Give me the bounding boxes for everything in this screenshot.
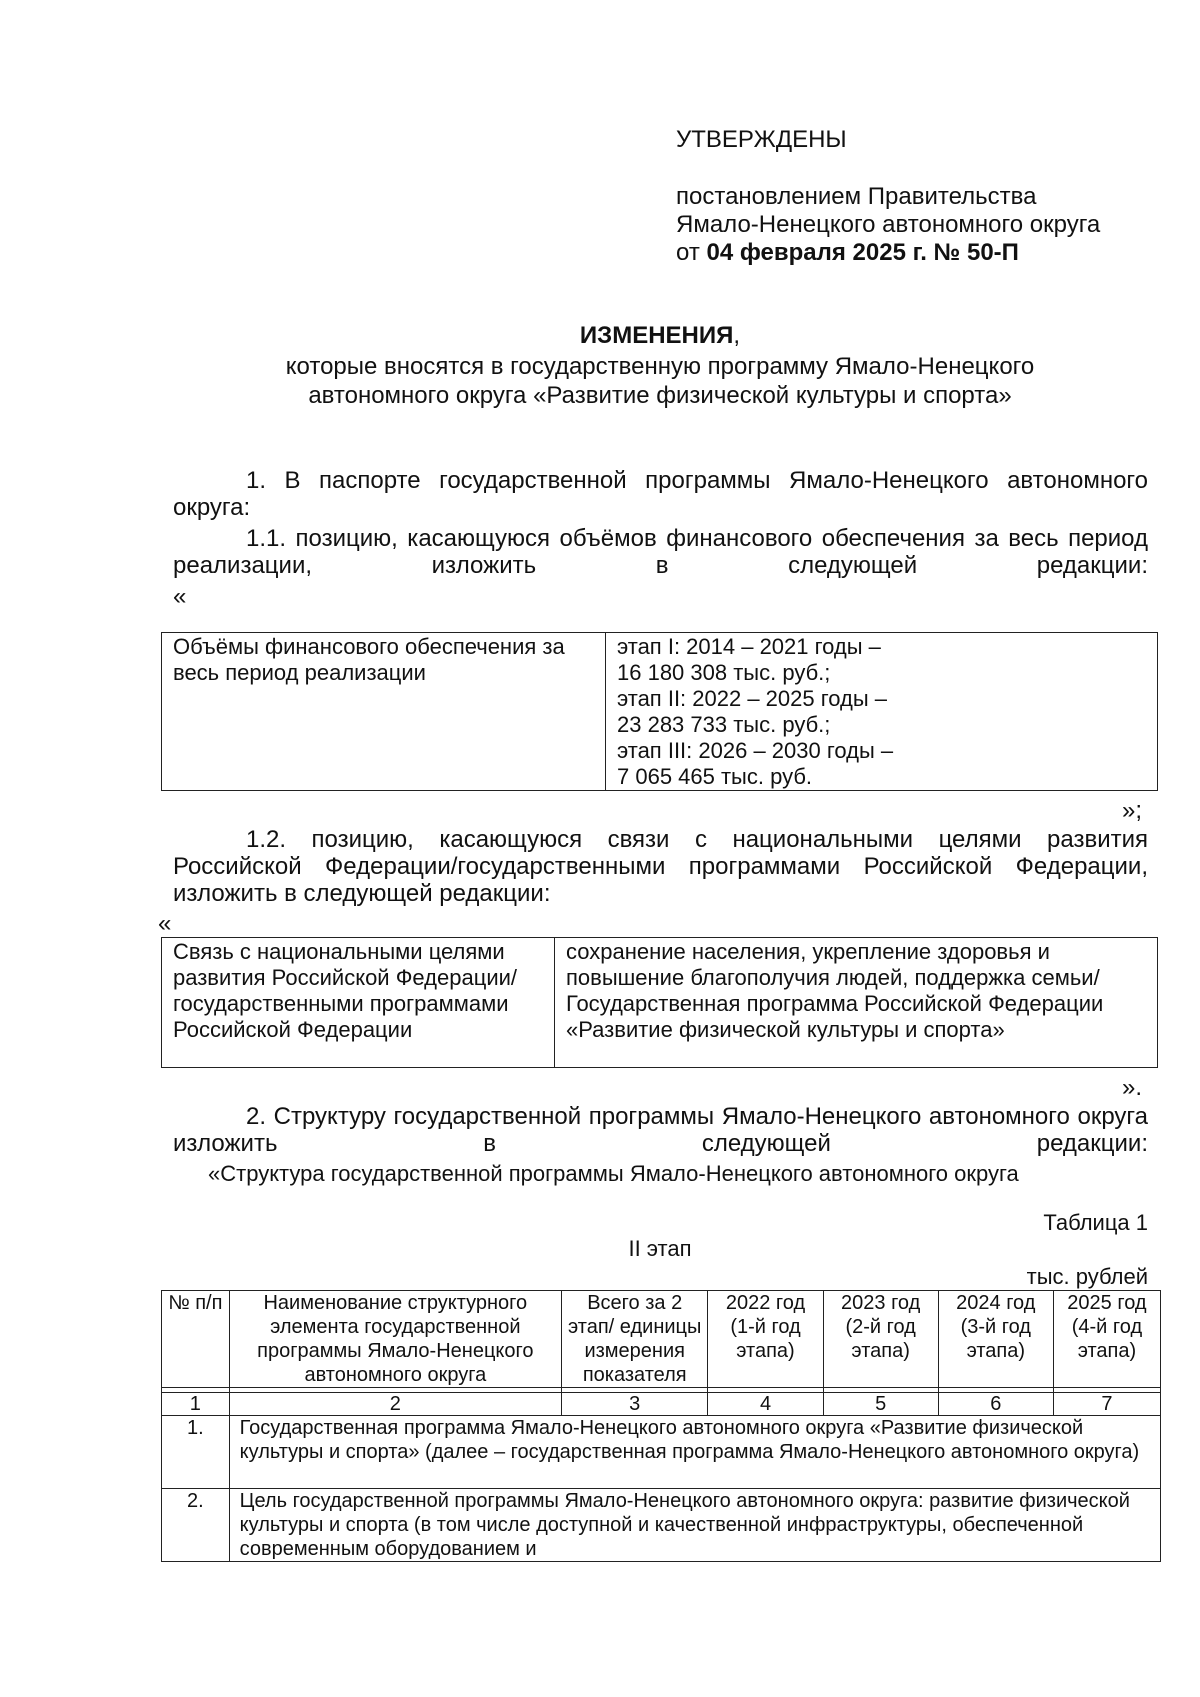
units-label: тыс. рублей [1026, 1264, 1148, 1289]
section-1-intro: 1. В паспорте государственной программы Ямало-Ненецкого автономного округа: [173, 467, 1148, 521]
close-quote-1: »; [1122, 797, 1143, 824]
column-number-row [162, 1393, 1161, 1416]
header-cell: 2022 год (1-й год этапа) [708, 1291, 823, 1388]
header-cell: Всего за 2 этап/ единицы измерения показателя [561, 1291, 707, 1388]
header-cell: 2024 год (3-й год этапа) [938, 1291, 1053, 1388]
table-row [162, 1416, 1161, 1489]
title-line-1: которые вносятся в государственную программу Ямало-Ненецкого [285, 353, 1035, 380]
financing-line: этап I: 2014 – 2021 годы – [617, 634, 881, 659]
item-1-2: 1.2. позицию, касающуюся связи с национальными целями развития Российской Федерации/государственными программами Российской Федерации, изложить в следующей редакции: [173, 826, 1148, 907]
open-quote-1: « [173, 583, 187, 610]
open-quote-2: « [158, 910, 172, 937]
structure-table [161, 1290, 1161, 1562]
table-row [162, 1489, 1161, 1562]
column-number: 1 [162, 1393, 230, 1416]
title-line-2: автономного округа «Развитие физической культуры и спорта» [308, 382, 1012, 409]
item-1-1: 1.1. позицию, касающуюся объёмов финансового обеспечения за весь период реализации, изложить в следующей редакции: [173, 525, 1148, 579]
column-number: 3 [561, 1393, 707, 1416]
financing-line: 7 065 465 тыс. руб. [617, 764, 813, 789]
financing-values [606, 633, 1158, 791]
approval-heading: УТВЕРЖДЕНЫ [676, 126, 847, 153]
national-goals-table [161, 937, 1158, 1068]
column-number: 6 [938, 1393, 1053, 1416]
national-goals-value: сохранение населения, укрепление здоровья и повышение благополучия людей, поддержка семьи/Государственная программа Российской Федерации «Развитие физической культуры и спорта» [555, 938, 1158, 1068]
section-2-intro: 2. Структуру государственной программы Ямало-Ненецкого автономного округа изложить в следующей редакции: [173, 1103, 1148, 1157]
table-label: Таблица 1 [1043, 1210, 1148, 1235]
header-cell: 2023 год (2-й год этапа) [823, 1291, 938, 1388]
financing-line: 16 180 308 тыс. руб.; [617, 660, 831, 685]
column-number: 2 [229, 1393, 561, 1416]
document-title [0, 322, 1200, 350]
structure-title: «Структура государственной программы Ямало-Ненецкого автономного округа [208, 1161, 1019, 1186]
row-number: 1. [162, 1416, 230, 1489]
table-header-row [162, 1291, 1161, 1388]
approval-date [676, 239, 1019, 267]
column-number: 5 [823, 1393, 938, 1416]
financing-label: Объёмы финансового обеспечения за весь период реализации [162, 633, 606, 791]
column-number: 7 [1053, 1393, 1160, 1416]
stage-label: II этап [628, 1236, 692, 1261]
header-cell: 2025 год (4-й год этапа) [1053, 1291, 1160, 1388]
header-cell: № п/п [162, 1291, 230, 1388]
national-goals-label: Связь с национальными целями развития Российской Федерации/государственными программами Российской Федерации [162, 938, 555, 1068]
header-cell: Наименование структурного элемента государственной программы Ямало-Ненецкого автономного округа [229, 1291, 561, 1388]
title-heading: ИЗМЕНЕНИЯ [579, 322, 734, 349]
financing-line: этап II: 2022 – 2025 годы – [617, 686, 888, 711]
row-text: Цель государственной программы Ямало-Ненецкого автономного округа: развитие физической культуры и спорта (в том числе доступной и качественной инфраструктуры, обеспеченной современным оборудованием и [229, 1489, 1160, 1562]
close-quote-2: ». [1122, 1074, 1143, 1101]
column-number: 4 [708, 1393, 823, 1416]
title-comma: , [733, 322, 741, 349]
financing-table [161, 632, 1158, 791]
approval-date-number: 04 февраля 2025 г. № 50-П [706, 239, 1019, 266]
approval-line-2: Ямало-Ненецкого автономного округа [676, 211, 1101, 238]
approval-date-prefix: от [676, 239, 700, 266]
approval-line-1: постановлением Правительства [676, 183, 1037, 210]
financing-line: этап III: 2026 – 2030 годы – [617, 738, 894, 763]
row-number: 2. [162, 1489, 230, 1562]
financing-line: 23 283 733 тыс. руб.; [617, 712, 831, 737]
row-text: Государственная программа Ямало-Ненецкого автономного округа «Развитие физической культуры и спорта» (далее – государственная программа Ямало-Ненецкого автономного округа) [229, 1416, 1160, 1489]
